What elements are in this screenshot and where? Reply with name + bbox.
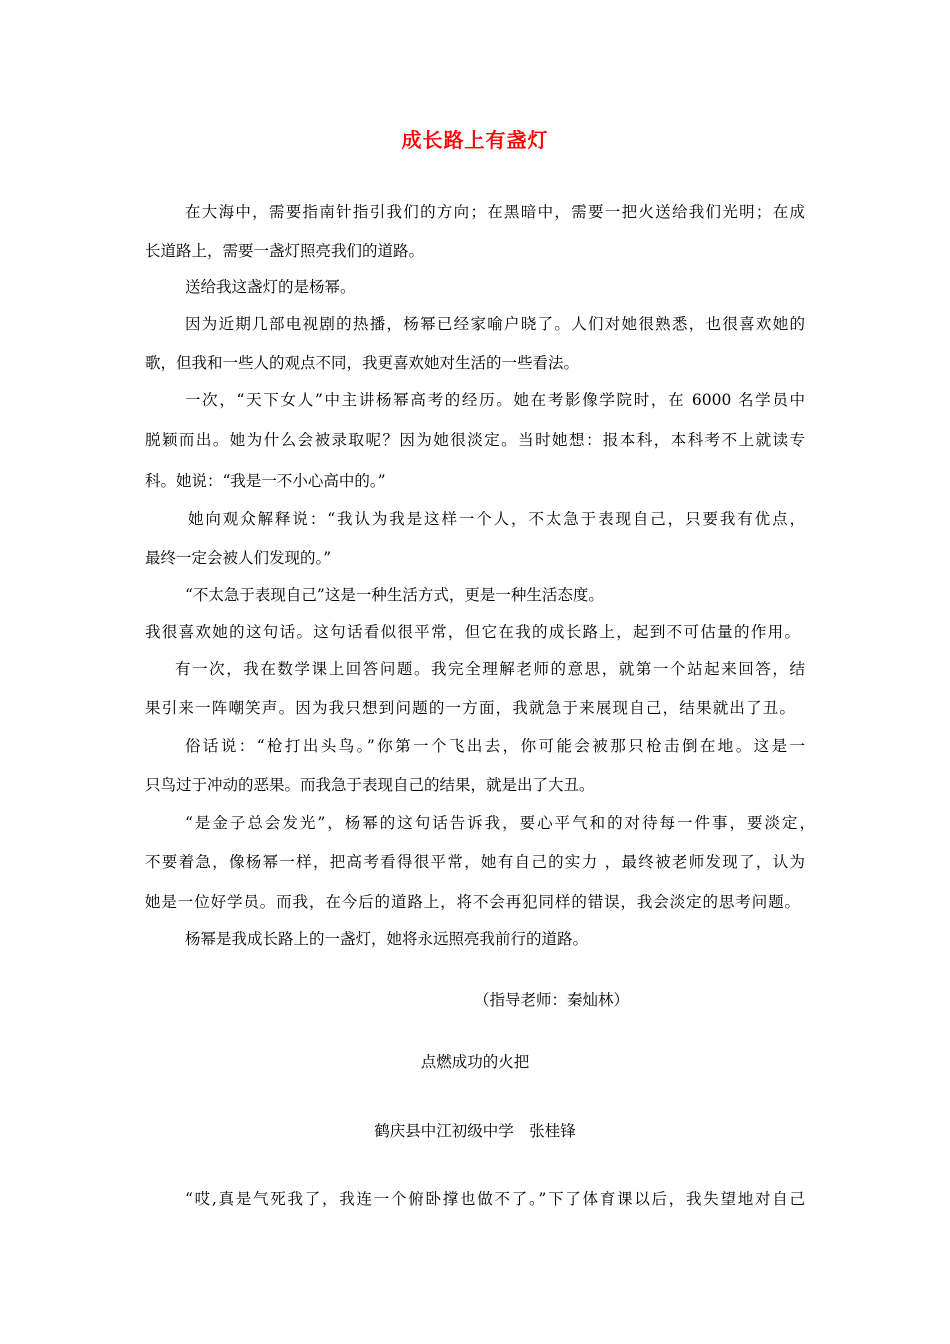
- paragraph-line: 最终一定会被人们发现的。”: [145, 549, 332, 567]
- paragraph-line: 因为近期几部电视剧的热播，杨幂已经家喻户晓了。人们对她很熟悉，也很喜欢她的: [185, 315, 805, 333]
- paragraph-line: 俗话说：“枪打出头鸟。”你第一个飞出去，你可能会被那只枪击倒在地。这是一: [185, 737, 805, 755]
- paragraph-line: 只鸟过于冲动的恶果。而我急于表现自己的结果，就是出了大丑。: [145, 776, 595, 794]
- paragraph-line: 杨幂是我成长路上的一盏灯，她将永远照亮我前行的道路。: [185, 930, 589, 948]
- next-article-author: 鹤庆县中江初级中学 张桂锋: [374, 1122, 576, 1140]
- advisor-note: （指导老师：秦灿林）: [474, 991, 630, 1009]
- paragraph-line: 在大海中，需要指南针指引我们的方向；在黑暗中，需要一把火送给我们光明；在成: [185, 203, 805, 221]
- paragraph-line: “是金子总会发光”，杨幂的这句话告诉我，要心平气和的对待每一件事，要淡定，: [185, 814, 815, 832]
- paragraph-line: 她是一位好学员。而我，在今后的道路上，将不会再犯同样的错误，我会淡定的思考问题。: [145, 893, 800, 911]
- paragraph-line: 我很喜欢她的这句话。这句话看似很平常，但它在我的成长路上，起到不可估量的作用。: [145, 623, 800, 641]
- paragraph-line: 歌，但我和一些人的观点不同，我更喜欢她对生活的一些看法。: [145, 354, 580, 372]
- paragraph-line: “不太急于表现自己”这是一种生活方式，更是一种生活态度。: [185, 586, 604, 604]
- paragraph-line: 送给我这盏灯的是杨幂。: [185, 278, 356, 296]
- paragraph-line: 有一次，我在数学课上回答问题。我完全理解老师的意思，就第一个站起来回答，结: [175, 660, 805, 678]
- paragraph-line: 一次，“天下女人”中主讲杨幂高考的经历。她在考影像学院时，在 6000 名学员中: [185, 391, 805, 409]
- paragraph-line: 不要着急，像杨幂一样，把高考看得很平常，她有自己的实力 ，最终被老师发现了，认为: [145, 853, 805, 871]
- paragraph-line: 科。她说：“我是一不小心高中的。”: [145, 472, 386, 490]
- paragraph-line: “哎,真是气死我了，我连一个俯卧撑也做不了。”下了体育课以后，我失望地对自己: [185, 1190, 805, 1208]
- next-article-title: 点燃成功的火把: [420, 1053, 530, 1071]
- paragraph-line: 脱颖而出。她为什么会被录取呢？因为她很淡定。当时她想：报本科，本科考不上就读专: [145, 431, 805, 449]
- paragraph-line: 长道路上，需要一盏灯照亮我们的道路。: [145, 242, 425, 260]
- paragraph-line: 她向观众解释说：“我认为我是这样一个人，不太急于表现自己，只要我有优点，: [188, 510, 805, 528]
- article-title: 成长路上有盏灯: [401, 128, 549, 152]
- paragraph-line: 果引来一阵嘲笑声。因为我只想到问题的一方面，我就急于来展现自己，结果就出了丑。: [145, 699, 795, 717]
